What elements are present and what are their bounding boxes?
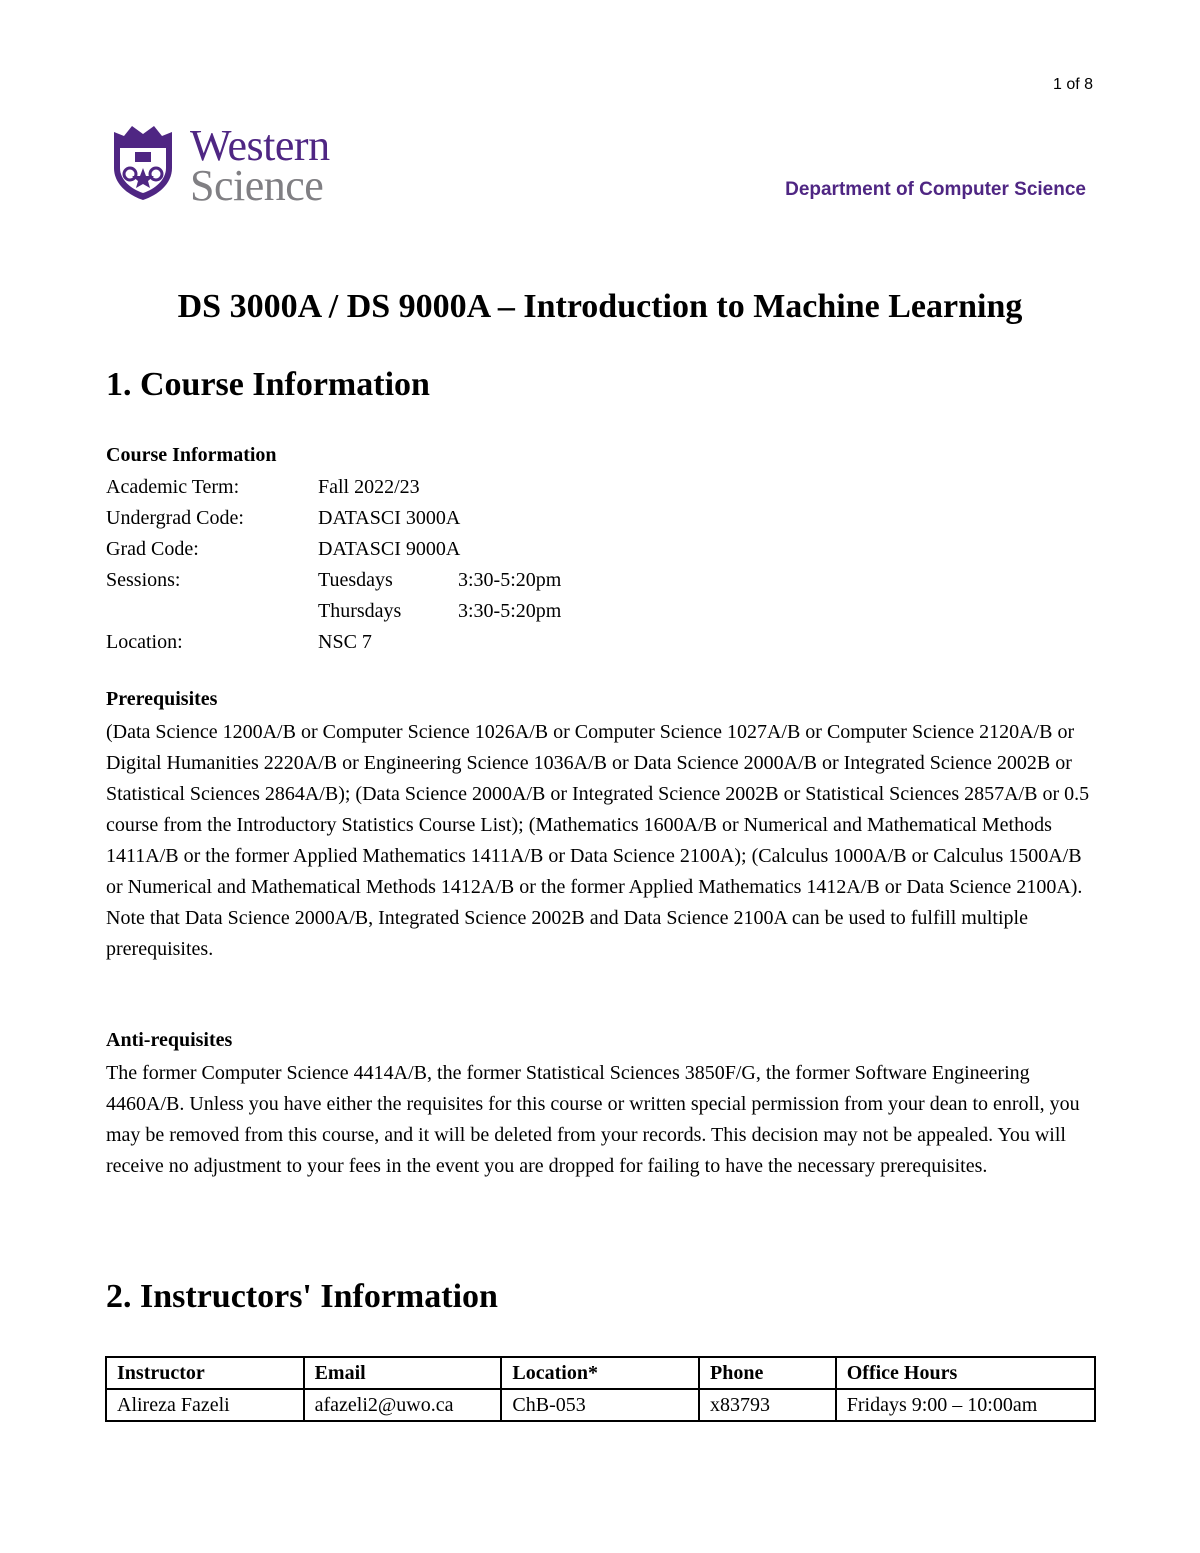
- info-value: DATASCI 3000A: [318, 507, 461, 529]
- info-label: Undergrad Code:: [106, 507, 244, 529]
- section-heading-course-information: 1. Course Information: [106, 366, 430, 403]
- logo-line-science: Science: [190, 161, 324, 210]
- subheading-anti-requisites: Anti-requisites: [106, 1029, 233, 1051]
- info-row-sessions-tuesday: [106, 565, 806, 596]
- info-label-empty: [106, 596, 318, 627]
- session-time: 3:30-5:20pm: [458, 569, 562, 591]
- column-header-location: Location*: [501, 1357, 699, 1389]
- table-header-row: [106, 1357, 1095, 1389]
- page-number: 1 of 8: [1052, 76, 1093, 93]
- session-time: 3:30-5:20pm: [458, 600, 562, 622]
- prerequisites-paragraph: (Data Science 1200A/B or Computer Science 1026A/B or Computer Science 1027A/B or Computer Science 2120A/B or Digital Humanities 2220A/B or Engineering Science 1036A/B or Data Science 2000A/B or Integrated Science 2002B or Statistical Sciences 2864A/B); (Data Science 2000A/B or Integrated Science 2002B or Statistical Sciences 2857A/B or 0.5 course from the Introductory Statistics Course List); (Mathematics 1600A/B or Numerical and Mathematical Methods 1411A/B or the former Applied Mathematics 1411A/B or Data Science 2100A); (Calculus 1000A/B or Calculus 1500A/B or Numerical and Mathematical Methods 1412A/B or the former Applied Mathematics 1412A/B or Data Science 2100A). Note that Data Science 2000A/B, Integrated Science 2002B and Data Science 2100A can be used to fulfill multiple prerequisites.: [106, 721, 1090, 960]
- info-value: DATASCI 9000A: [318, 538, 461, 560]
- section-heading-instructors-information: 2. Instructors' Information: [106, 1278, 498, 1315]
- cell-instructor: Alireza Fazeli: [106, 1389, 304, 1421]
- subheading-prerequisites: Prerequisites: [106, 688, 218, 710]
- cell-office-hours: Fridays 9:00 – 10:00am: [836, 1389, 1095, 1421]
- info-label: Academic Term:: [106, 476, 240, 498]
- table-row: [106, 1389, 1095, 1421]
- info-row-grad-code: [106, 534, 806, 565]
- western-crest-icon: [110, 122, 176, 202]
- info-row-location: [106, 627, 806, 658]
- info-row-academic-term: [106, 472, 806, 503]
- document-title: DS 3000A / DS 9000A – Introduction to Machine Learning: [177, 288, 1023, 325]
- info-row-sessions-thursday: [106, 596, 806, 627]
- course-info-grid: [106, 472, 806, 658]
- info-value: NSC 7: [318, 631, 372, 653]
- logo-line-western: Western: [190, 121, 330, 170]
- session-day: Tuesdays: [318, 569, 393, 591]
- cell-phone: x83793: [699, 1389, 836, 1421]
- info-value: Fall 2022/23: [318, 476, 420, 498]
- info-label: Grad Code:: [106, 538, 199, 560]
- info-label: Sessions:: [106, 569, 181, 591]
- column-header-office-hours: Office Hours: [836, 1357, 1095, 1389]
- info-row-undergrad-code: [106, 503, 806, 534]
- subheading-course-information: Course Information: [106, 444, 277, 466]
- column-header-instructor: Instructor: [106, 1357, 304, 1389]
- column-header-email: Email: [304, 1357, 502, 1389]
- instructor-table: [105, 1356, 1096, 1422]
- cell-location: ChB-053: [501, 1389, 699, 1421]
- department-name: Department of Computer Science: [785, 179, 1086, 200]
- column-header-phone: Phone: [699, 1357, 836, 1389]
- cell-email: afazeli2@uwo.ca: [304, 1389, 502, 1421]
- anti-requisites-paragraph: The former Computer Science 4414A/B, the former Statistical Sciences 3850F/G, the former Software Engineering 4460A/B. Unless you have either the requisites for this course or written special permission from your dean to enroll, you may be removed from this course, and it will be deleted from your records. This decision may not be appealed. You will receive no adjustment to your fees in the event you are dropped for failing to have the necessary prerequisites.: [106, 1062, 1080, 1177]
- western-science-logo: [110, 120, 370, 210]
- info-label: Location:: [106, 631, 183, 653]
- session-day: Thursdays: [318, 600, 402, 622]
